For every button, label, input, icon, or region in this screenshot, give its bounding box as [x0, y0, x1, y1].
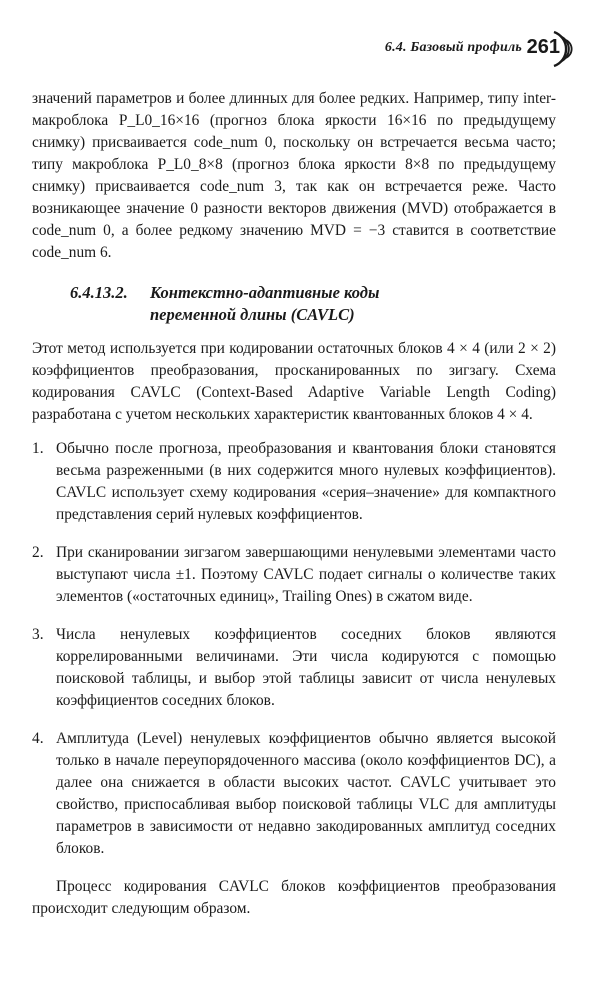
list-item-text: Обычно после прогноза, преобразования и квантования блоки становятся весьма разреженными (в них содержится много нулевых коэффициентов). CAVLC использует схему кодирования «серия–значение» для компактного представления серий нулевых коэффициентов.: [56, 440, 556, 523]
section-number: 6.4.13.2.: [70, 283, 128, 302]
section-title-line2: переменной длины (CAVLC): [150, 305, 355, 324]
section-title-line1: Контекстно-адаптивные коды: [150, 283, 380, 302]
list-item: [32, 438, 556, 526]
list-marker: 2.: [32, 544, 44, 561]
list-item-text: Амплитуда (Level) ненулевых коэффициентов обычно является высокой только в начале переупорядоченного массива (около коэффициентов DC), а далее она снижается в области высоких частот. CAVLC учитывает это свойство, приспосабливая выбор поисковой таблицы VLC для амплитуды параметров в зависимости от недавно закодированных амплитуд соседних блоков.: [56, 730, 556, 857]
list-item-text: Числа ненулевых коэффициентов соседних блоков являются коррелированными величинами. Эти числа кодируются с помощью поисковой таблицы, и выбор этой таблицы зависит от числа ненулевых коэффициентов соседних блоков.: [56, 626, 556, 709]
page-header: [0, 28, 604, 72]
section-paragraph: Этот метод используется при кодировании остаточных блоков 4 × 4 (или 2 × 2) коэффициентов преобразования, просканированных по зигзагу. Схема кодирования CAVLC (Context-Based Adaptive Variable Length Coding) разработана с учетом нескольких характеристик квантованных блоков 4 × 4.: [32, 340, 556, 423]
list-item: [32, 728, 556, 860]
section-heading: [32, 282, 556, 326]
list-item-text: При сканировании зигзагом завершающими ненулевыми элементами часто выступают числа ±1. Поэтому CAVLC подает сигналы о количестве таких элементов («остаточных единиц», Trailing Ones) в сжатом виде.: [56, 544, 556, 605]
intro-paragraph: значений параметров и более длинных для более редких. Например, типу inter-макроблока P_L0_16×16 (прогноз блока яркости 16×16 по предыдущему снимку) присваивается code_num 0, поскольку он встречается весьма часто; типу макроблока P_L0_8×8 (прогноз блока яркости 8×8 по предыдущему снимку) присваивается code_num 3, так как он встречается реже. Часто возникающее значение 0 разности векторов движения (MVD) отображается в code_num 0, а более редкому значению MVD = −3 ставится в соответствие code_num 6.: [32, 90, 556, 261]
list-marker: 3.: [32, 626, 44, 643]
closing-paragraph: Процесс кодирования CAVLC блоков коэффициентов преобразования происходит следующим образом.: [32, 878, 556, 917]
page-body: [32, 88, 556, 920]
running-head: 6.4. Базовый профиль: [384, 40, 522, 55]
list-item: [32, 542, 556, 608]
list-item: [32, 624, 556, 712]
page-number: 261: [526, 36, 560, 58]
characteristics-list: [32, 438, 556, 860]
list-marker: 1.: [32, 440, 44, 457]
decorative-arcs-icon: [550, 28, 580, 70]
list-marker: 4.: [32, 730, 44, 747]
